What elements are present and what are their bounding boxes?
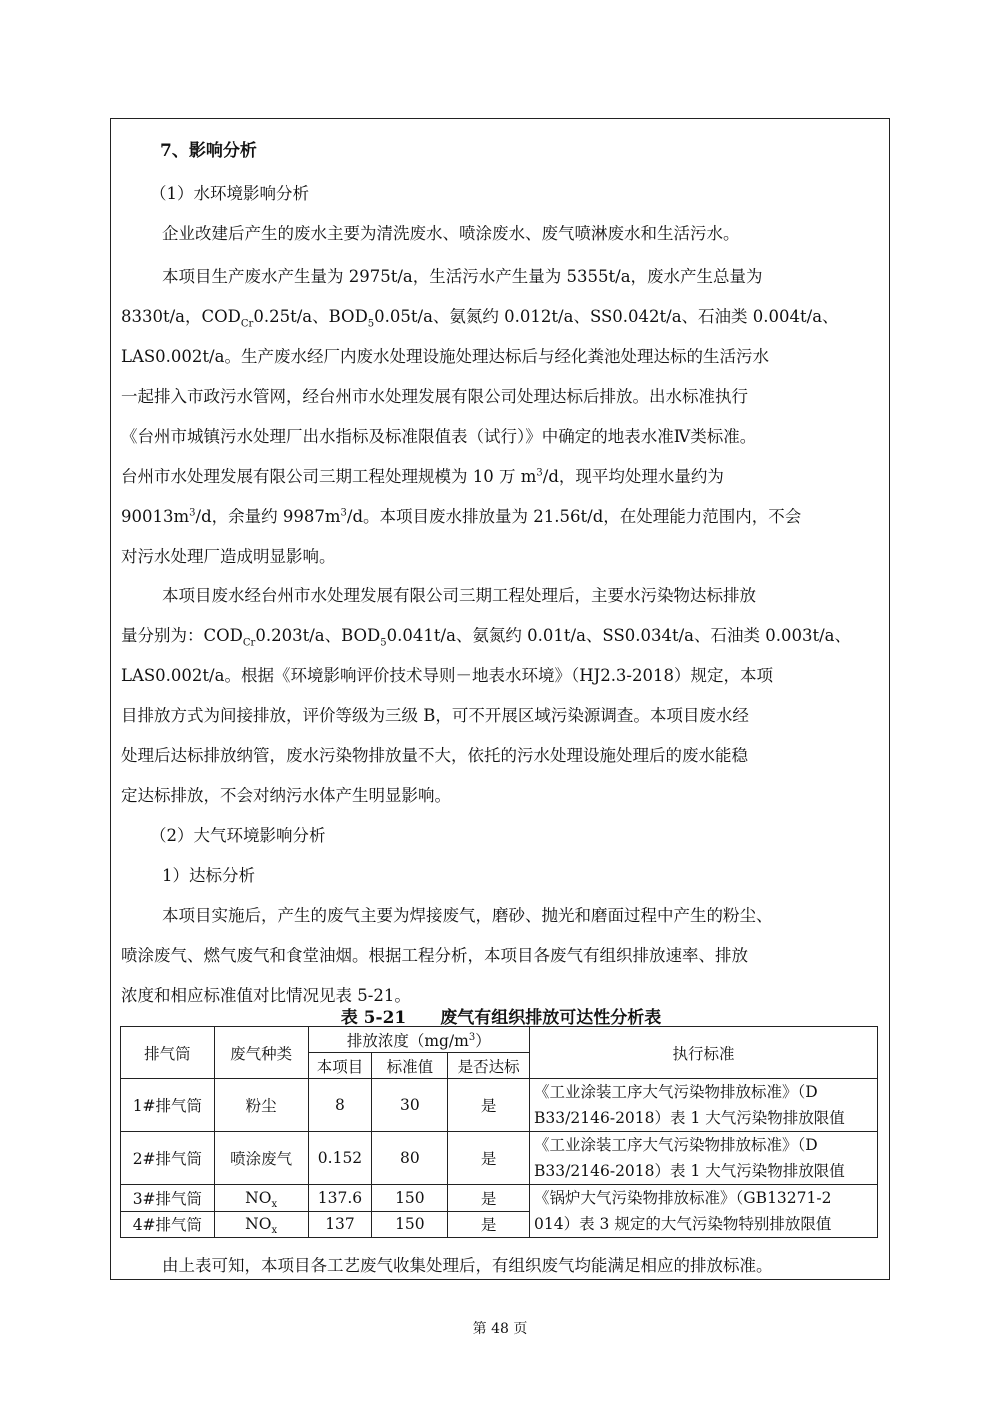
cell-pass: 是 (448, 1132, 530, 1185)
cell-limit: 30 (372, 1079, 448, 1132)
cell-type: $NO_x$ (214, 1185, 308, 1212)
water-p2-line4: 一起排入市政污水管网，经台州市水处理发展有限公司处理达标后排放。出水标准执行 (121, 387, 748, 406)
cell-project: 8 (308, 1079, 372, 1132)
water-p2-line5: 《台州市城镇污水处理厂出水指标及标准限值表（试行）》中确定的地表水准Ⅳ类标准。 (121, 427, 757, 446)
table-row (121, 1185, 878, 1212)
header-stack: 排气筒 (121, 1027, 215, 1079)
table-row (121, 1079, 878, 1132)
water-p3-line5: 处理后达标排放纳管，废水污染物排放量不大，依托的污水处理设施处理后的废水能稳 (121, 746, 748, 765)
water-p3-line2: 量分别为：$COD_{Cr}0.203t/a$、$BOD_50.041t/a$、氨氮约 0.01t/a、SS0.034t/a、石油类 0.003t/a、 (121, 626, 852, 649)
cell-standard: 《锅炉大气污染物排放标准》（GB13271-2 014）表 3 规定的大气污染物特别排放限值 (530, 1185, 878, 1238)
page-number: 第 48 页 (472, 1321, 528, 1337)
cell-pass: 是 (448, 1079, 530, 1132)
air-sub1: 1）达标分析 (162, 866, 255, 885)
water-p3-line6: 定达标排放，不会对纳污水体产生明显影响。 (121, 786, 451, 805)
cell-type: 喷涂废气 (214, 1132, 308, 1185)
cell-limit: 150 (372, 1185, 448, 1212)
cell-pass: 是 (448, 1185, 530, 1212)
cell-stack: 4#排气筒 (121, 1211, 215, 1238)
water-subtitle: （1）水环境影响分析 (150, 184, 309, 203)
air-subtitle: （2）大气环境影响分析 (150, 826, 326, 845)
cell-stack: 2#排气筒 (121, 1132, 215, 1185)
water-p2-line3: LAS0.002t/a。生产废水经厂内废水处理设施处理达标后与经化粪池处理达标的生活污水 (121, 347, 769, 366)
cell-type: 粉尘 (214, 1079, 308, 1132)
water-p2-line6: 台州市水处理发展有限公司三期工程处理规模为 10 万 $m^3/d$，现平均处理水量约为 (121, 467, 724, 486)
section-heading: 7、影响分析 (160, 141, 257, 161)
cell-standard: 《工业涂装工序大气污染物排放标准》（D B33/2146-2018）表 1 大气污染物排放限值 (530, 1132, 878, 1185)
water-p3-line3: LAS0.002t/a。根据《环境影响评价技术导则－地表水环境》（HJ2.3-2018）规定，本项 (121, 666, 773, 685)
cell-stack: 3#排气筒 (121, 1185, 215, 1212)
table-title: 表 5-21 废气有组织排放可达性分析表 (340, 1008, 662, 1028)
air-p1-line1: 本项目实施后，产生的废气主要为焊接废气，磨砂、抛光和磨面过程中产生的粉尘、 (162, 906, 773, 925)
water-p1: 企业改建后产生的废水主要为清洗废水、喷涂废水、废气喷淋废水和生活污水。 (162, 224, 740, 243)
cell-project: 137 (308, 1211, 372, 1238)
cell-stack: 1#排气筒 (121, 1079, 215, 1132)
cell-limit: 80 (372, 1132, 448, 1185)
cell-type: $NO_x$ (214, 1211, 308, 1238)
header-limit: 标准值 (372, 1053, 448, 1079)
cell-project: 0.152 (308, 1132, 372, 1185)
cell-pass: 是 (448, 1211, 530, 1238)
conclusion: 由上表可知，本项目各工艺废气收集处理后，有组织废气均能满足相应的排放标准。 (162, 1256, 773, 1275)
emission-table (120, 1026, 878, 1238)
water-p2-line1: 本项目生产废水产生量为 2975t/a，生活污水产生量为 5355t/a，废水产生总量为 (162, 267, 763, 286)
water-p3-line4: 目排放方式为间接排放，评价等级为三级 B，可不开展区域污染源调查。本项目废水经 (121, 706, 749, 725)
header-standard: 执行标准 (530, 1027, 878, 1079)
water-p2-line7: $90013m^3/d$，余量约 $9987m^3/d$。本项目废水排放量为 21.56t/d，在处理能力范围内，不会 (121, 507, 802, 526)
header-concentration: 排放浓度$(mg/m^3)$ (308, 1027, 530, 1053)
water-p2-line8: 对污水处理厂造成明显影响。 (121, 547, 336, 566)
water-p2-line2: 8330t/a，$COD_{Cr}0.25t/a$、$BOD_50.05t/a$、氨氮约 0.012t/a、SS0.042t/a、石油类 0.004t/a、 (121, 307, 839, 330)
header-project: 本项目 (308, 1053, 372, 1079)
air-p1-line2: 喷涂废气、燃气废气和食堂油烟。根据工程分析，本项目各废气有组织排放速率、排放 (121, 946, 748, 965)
table-row (121, 1132, 878, 1185)
cell-standard: 《工业涂装工序大气污染物排放标准》（D B33/2146-2018）表 1 大气污染物排放限值 (530, 1079, 878, 1132)
header-pass: 是否达标 (448, 1053, 530, 1079)
cell-project: 137.6 (308, 1185, 372, 1212)
cell-limit: 150 (372, 1211, 448, 1238)
water-p3-line1: 本项目废水经台州市水处理发展有限公司三期工程处理后，主要水污染物达标排放 (162, 586, 756, 605)
header-type: 废气种类 (214, 1027, 308, 1079)
air-p1-line3: 浓度和相应标准值对比情况见表 5-21。 (121, 986, 411, 1005)
